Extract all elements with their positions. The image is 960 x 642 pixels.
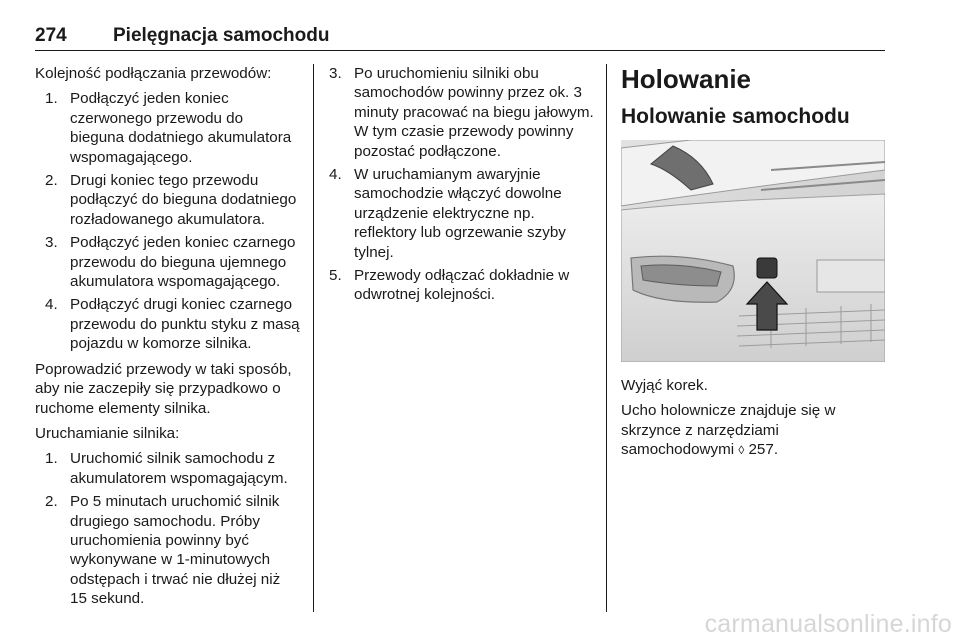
column-middle	[329, 64, 595, 311]
column-right	[621, 64, 885, 467]
column-divider	[606, 64, 607, 612]
page-number: 274	[35, 25, 67, 46]
remove-cap-instruction: Wyjąć korek.	[621, 377, 708, 394]
engine-start-intro: Uruchamianie silnika:	[35, 424, 180, 442]
car-front-tow-eye-illustration	[621, 140, 885, 362]
watermark: carmanualsonline.info	[704, 610, 952, 638]
column-left	[35, 64, 301, 615]
column-divider	[313, 64, 314, 612]
tow-eye-cover	[757, 258, 777, 278]
list-item: 4. Podłączyć drugi koniec czarnego przewodu do punktu styku z masą pojazdu w komorze silnika.	[45, 296, 300, 353]
list-item: 3. Po uruchomieniu silniki obu samochodów powinny przez ok. 3 minuty pracować na biegu jałowym. W tym czasie przewody powinny pozostać podłączone.	[329, 65, 594, 160]
connection-order-intro: Kolejność podłączania przewodów:	[35, 65, 272, 82]
plate-area	[817, 260, 885, 292]
tow-eye-location: Ucho holownicze znajduje się w skrzynce z narzędziami samochodowymi ◊ 257.	[621, 402, 836, 459]
section-heading: Holowanie	[621, 64, 752, 94]
list-item: 1. Podłączyć jeden koniec czerwonego przewodu do bieguna dodatniego akumulatora wspomagającego.	[45, 90, 292, 166]
page-header	[35, 26, 885, 51]
subsection-heading: Holowanie samochodu	[621, 105, 850, 128]
list-item: 5. Przewody odłączać dokładnie w odwrotnej kolejności.	[329, 267, 570, 304]
chapter-title: Pielęgnacja samochodu	[113, 25, 330, 46]
connection-steps	[35, 89, 301, 353]
list-item: 2. Drugi koniec tego przewodu podłączyć do bieguna dodatniego rozładowanego akumulatora.	[45, 172, 297, 228]
list-item: 4. W uruchamianym awaryjnie samochodzie włączyć dowolne urządzenie elektryczne np. reflektory lub ogrzewanie szyby tylnej.	[329, 166, 566, 261]
cable-routing-note: Poprowadzić przewody w taki sposób, aby nie zaczepiły się przypadkowo o ruchome elementy silnika.	[35, 360, 292, 417]
engine-start-steps	[35, 449, 301, 608]
list-item: 3. Podłączyć jeden koniec czarnego przewodu do bieguna ujemnego akumulatora wspomagającego.	[45, 234, 296, 291]
engine-start-steps-continued	[329, 64, 595, 305]
list-item: 2. Po 5 minutach uruchomić silnik drugiego samochodu. Próby uruchomienia powinny być wykonywane w 1-minutowych odstępach i trwać nie dłużej niż 15 sekund.	[45, 493, 281, 608]
page-reference-icon: ◊	[738, 443, 745, 458]
list-item: 1. Uruchomić silnik samochodu z akumulatorem wspomagającym.	[45, 450, 288, 487]
